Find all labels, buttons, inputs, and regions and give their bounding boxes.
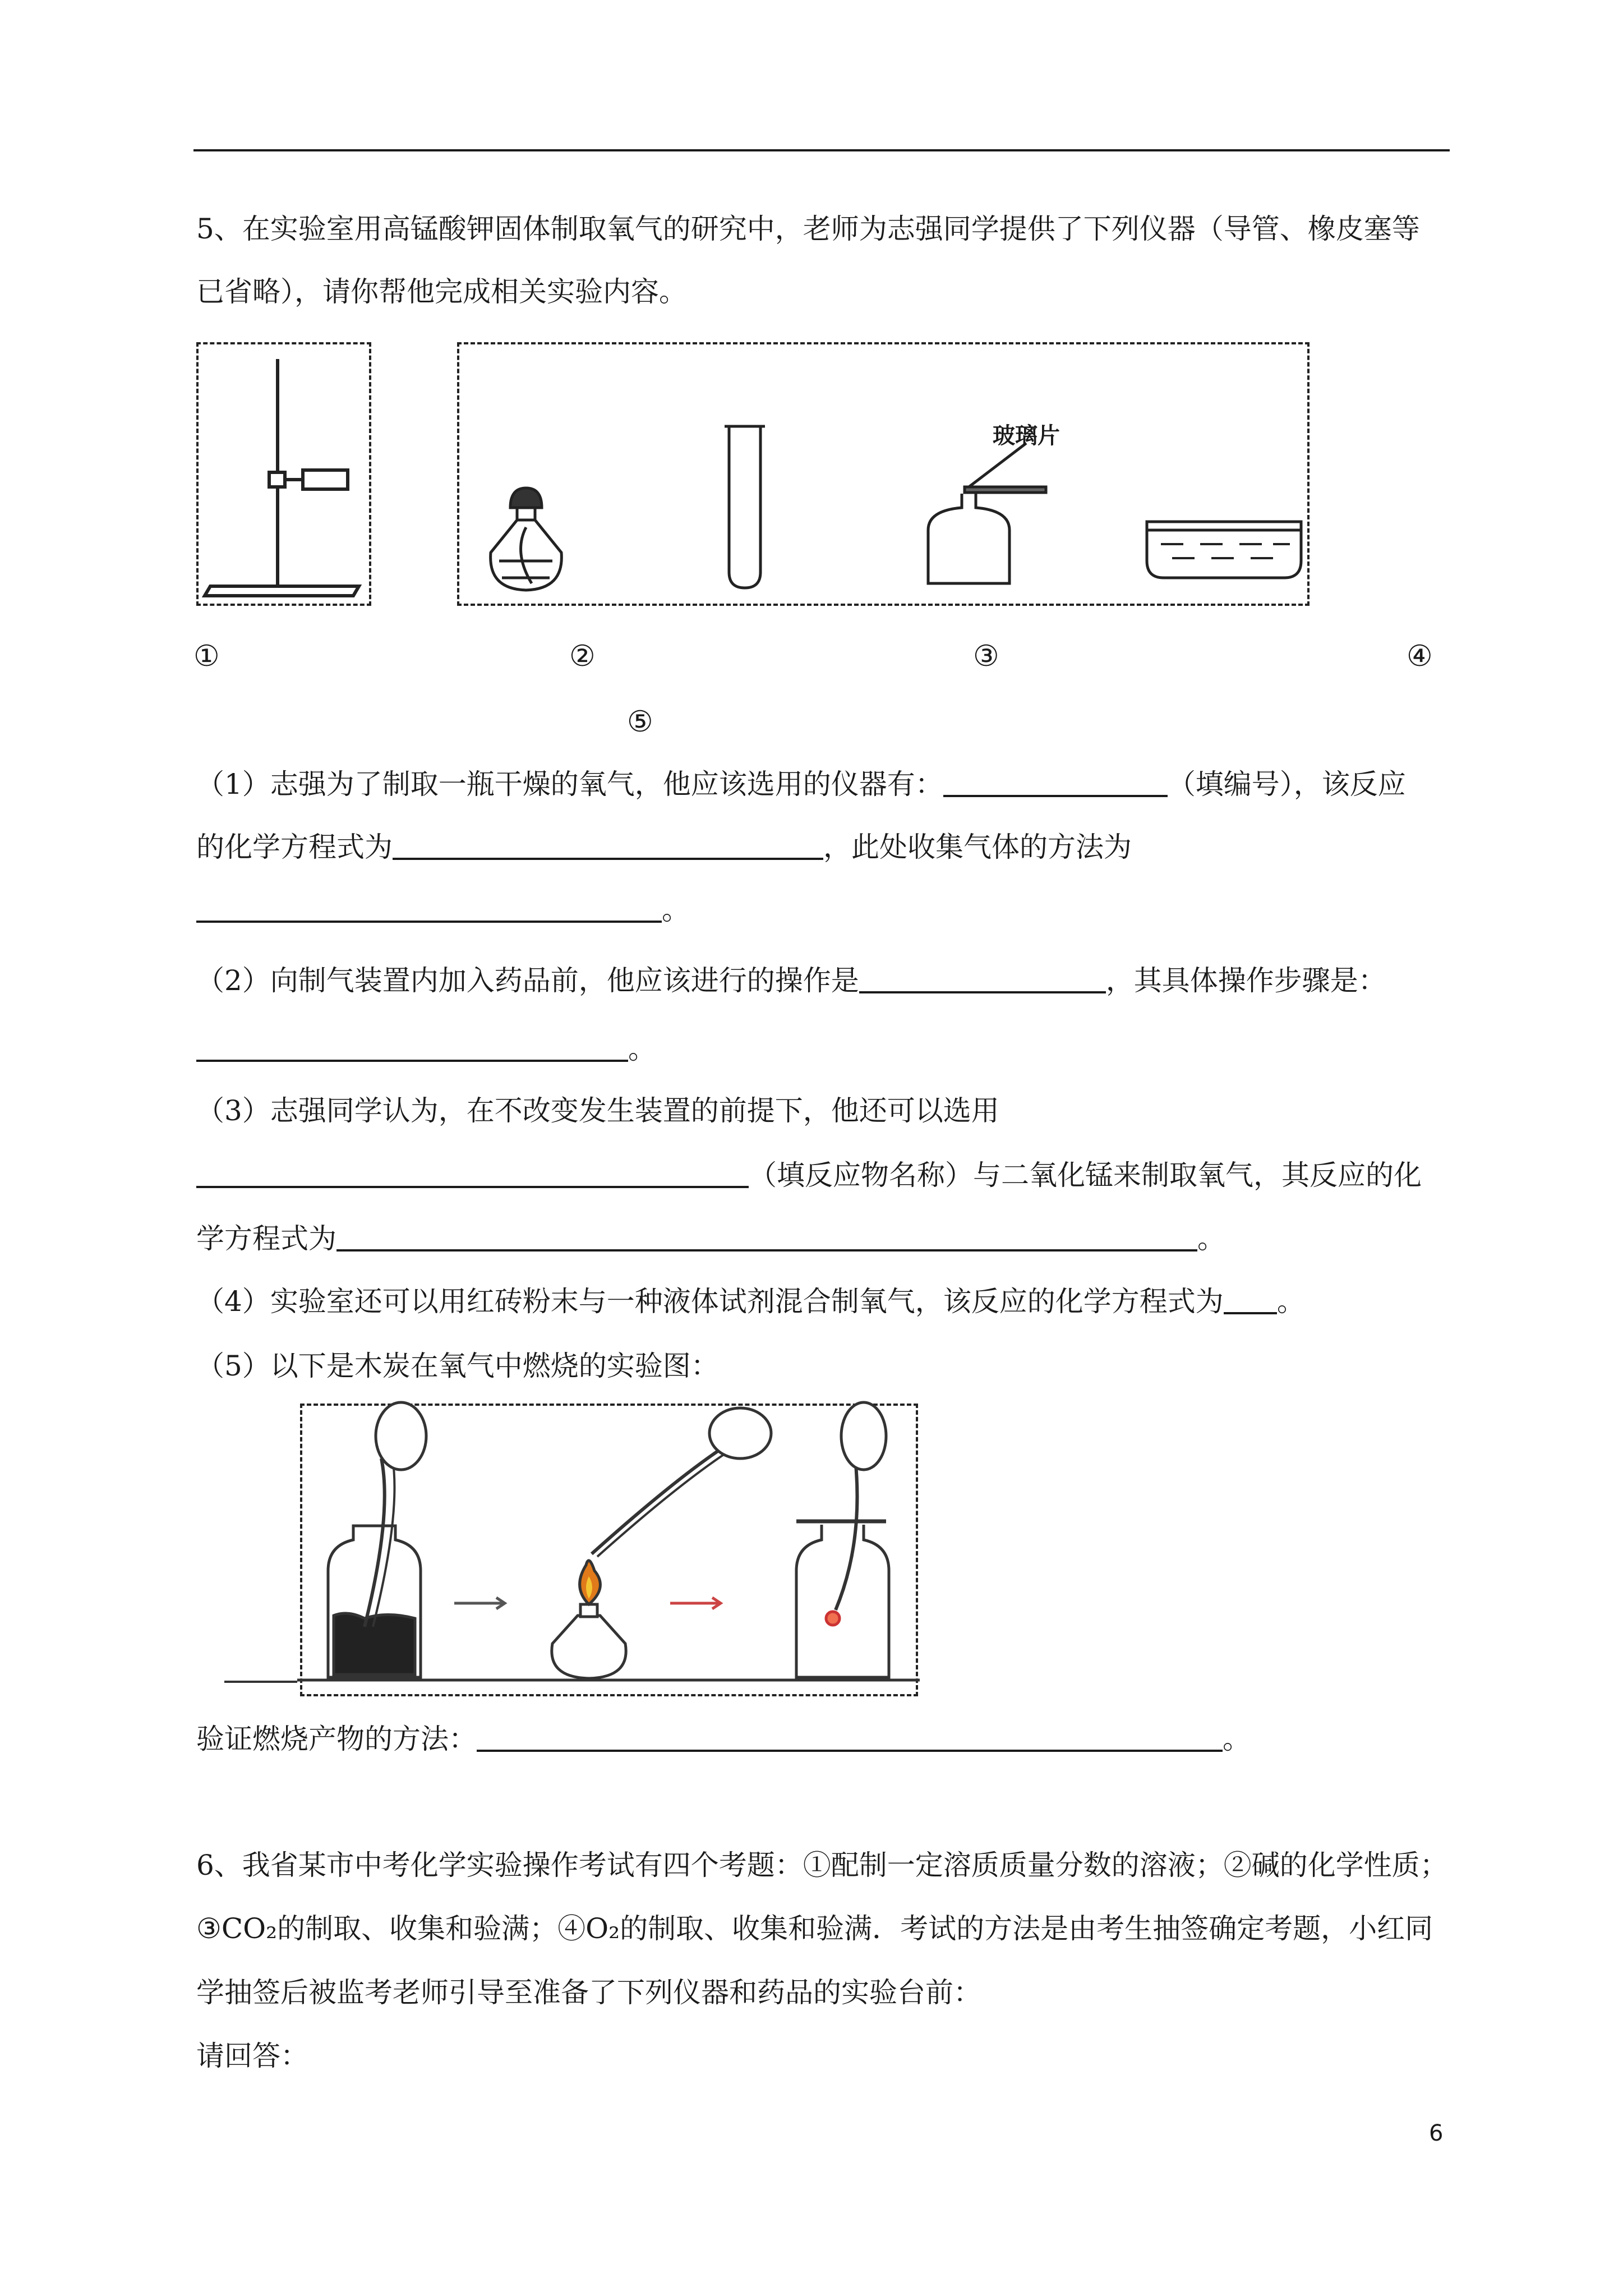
label-3: ③	[973, 639, 999, 673]
q5-intro-line1: 5、在实验室用高锰酸钾固体制取氧气的研究中，老师为志强同学提供了下列仪器（导管、橡皮塞等	[196, 213, 1420, 245]
q5-part3-line1: （3）志强同学认为，在不改变发生装置的前提下，他还可以选用	[196, 1094, 999, 1127]
q5-part5-line1: （5）以下是木炭在氧气中燃烧的实验图：	[196, 1350, 719, 1382]
q5-part4-text-a: （4）实验室还可以用红砖粉末与一种液体试剂混合制氧气，该反应的化学方程式为	[196, 1285, 1224, 1318]
q5-part4-end: 。	[1276, 1285, 1305, 1318]
q5-verify-line	[196, 1722, 1251, 1756]
q6-line2: ③CO₂的制取、收集和验满；④O₂的制取、收集和验满．考试的方法是由考生抽签确定考题，小红同	[196, 1912, 1433, 1945]
answer-blank-5-verify[interactable]	[477, 1723, 1223, 1752]
q5-intro-line2: 已省略），请你帮他完成相关实验内容。	[196, 275, 687, 308]
label-5: ⑤	[627, 705, 653, 739]
q5-part2-text-a: （2）向制气装置内加入药品前，他应该进行的操作是	[196, 964, 859, 997]
q5-part3-end: 。	[1197, 1222, 1225, 1255]
q6-line4: 请回答：	[196, 2040, 308, 2072]
q5-part3-text-b: （填反应物名称）与二氧化锰来制取氧气，其反应的化	[749, 1159, 1422, 1191]
arrow-icon-2	[670, 1598, 721, 1609]
page-number: 6	[1429, 2120, 1444, 2146]
lamp-flame-icon	[552, 1408, 771, 1678]
arrow-icon-1	[454, 1598, 505, 1609]
label-4: ④	[1407, 639, 1433, 673]
glass-plate-label: 玻璃片	[993, 423, 1060, 449]
q5-part1-text-b: （填编号），该反应	[1167, 768, 1406, 800]
q5-verify-end: 。	[1223, 1723, 1251, 1755]
q5-part1-end: 。	[662, 894, 690, 926]
q5-part2-end: 。	[628, 1033, 656, 1065]
q5-part1-text-a: （1）志强为了制取一瓶干燥的氧气，他应该选用的仪器有：	[196, 768, 943, 800]
q5-part1-text-c: 的化学方程式为	[196, 831, 393, 863]
charcoal-jar-icon	[328, 1402, 426, 1677]
q5-verify-text: 验证燃烧产物的方法：	[196, 1723, 477, 1755]
label-2: ②	[569, 639, 596, 673]
q5-part2-text-b: ，其具体操作步骤是：	[1105, 964, 1386, 997]
q6-line1: 6、我省某市中考化学实验操作考试有四个考题：①配制一定溶质质量分数的溶液；②碱的化学性质；	[196, 1849, 1448, 1881]
q5-part3-text-c: 学方程式为	[196, 1222, 336, 1255]
q6-line3: 学抽签后被监考老师引导至准备了下列仪器和药品的实验台前：	[196, 1976, 981, 2009]
q5-part1-text-d: ，此处收集气体的方法为	[823, 831, 1132, 863]
label-1: ①	[193, 639, 220, 673]
burning-jar-icon	[796, 1402, 889, 1677]
